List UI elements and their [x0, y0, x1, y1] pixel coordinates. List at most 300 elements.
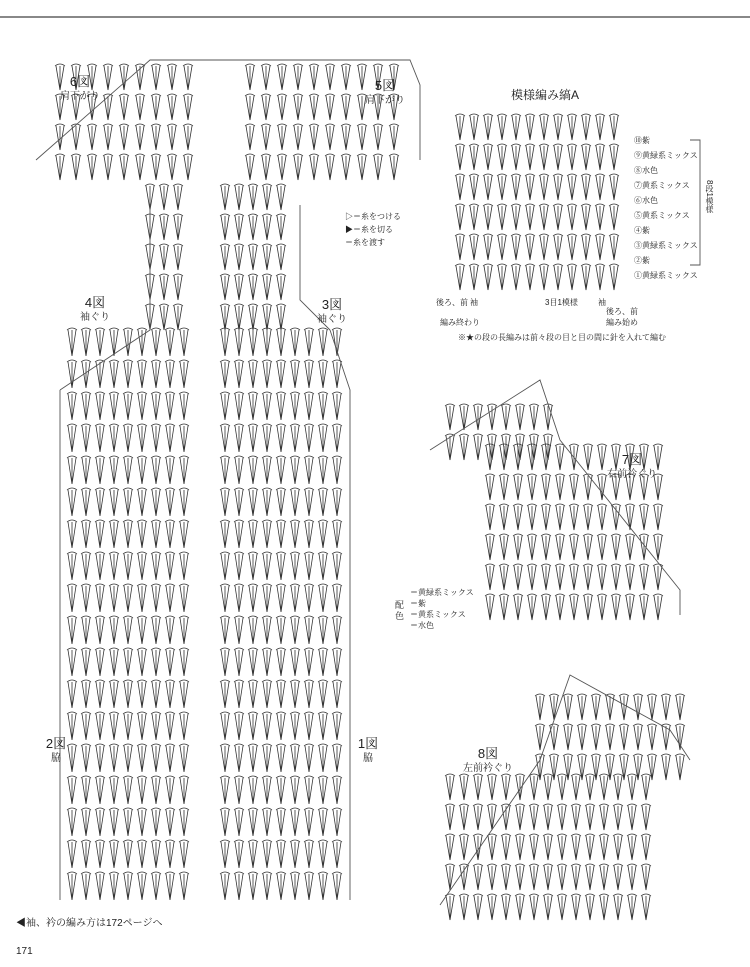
stitch-mark [567, 114, 577, 140]
stitch-mark [220, 680, 230, 708]
stitch-mark [653, 504, 663, 530]
stitch-mark [459, 834, 469, 860]
stitch-mark [165, 840, 175, 868]
stitch-mark [277, 64, 287, 90]
stitch-mark [485, 534, 495, 560]
stitch-mark [234, 840, 244, 868]
color-key-item: ＝紫 [410, 599, 426, 608]
stitch-mark [290, 552, 300, 580]
stitch-mark [515, 834, 525, 860]
stitch-mark [469, 234, 479, 260]
stitch-mark [151, 808, 161, 836]
stitch-mark [81, 616, 91, 644]
stitch-mark [455, 204, 465, 230]
stitch-mark [455, 234, 465, 260]
stitch-mark [290, 744, 300, 772]
stitch-mark [151, 488, 161, 516]
stitch-mark [627, 804, 637, 830]
stitch-mark [455, 114, 465, 140]
stitch-mark [109, 680, 119, 708]
stitch-mark [290, 712, 300, 740]
stitch-mark [611, 534, 621, 560]
stitch-mark [290, 520, 300, 548]
stitch-mark [539, 264, 549, 290]
stitch-mark [135, 154, 145, 180]
stitch-mark [165, 616, 175, 644]
stitch-mark [318, 424, 328, 452]
stitch-mark [304, 808, 314, 836]
stitch-mark [581, 174, 591, 200]
stitch-mark [276, 456, 286, 484]
fig8-caption: 左前衿ぐり [463, 763, 513, 774]
stitch-mark [262, 304, 272, 330]
stitch-mark [137, 744, 147, 772]
stitch-mark [595, 234, 605, 260]
stitch-mark [95, 392, 105, 420]
stitch-mark [109, 456, 119, 484]
stitch-mark [234, 776, 244, 804]
stitch-mark [487, 774, 497, 800]
stitch-mark [290, 808, 300, 836]
stitch-mark [527, 594, 537, 620]
stitch-mark [137, 360, 147, 388]
stitch-mark [183, 64, 193, 90]
stitch-mark [276, 584, 286, 612]
stitch-mark [290, 584, 300, 612]
stitch-mark [276, 424, 286, 452]
stitch-mark [304, 840, 314, 868]
stitch-mark [276, 840, 286, 868]
fig3-caption: 袖ぐり [317, 314, 347, 325]
stitch-mark [137, 712, 147, 740]
fig1-label [328, 736, 408, 766]
stitch-mark [445, 834, 455, 860]
stitch-mark [611, 504, 621, 530]
stitch-mark [262, 244, 272, 270]
stitch-mark [613, 804, 623, 830]
stitch-mark [67, 456, 77, 484]
stitch-mark [109, 552, 119, 580]
stitch-mark [123, 424, 133, 452]
stitch-mark [179, 328, 189, 356]
stitch-mark [179, 584, 189, 612]
stitch-mark [151, 552, 161, 580]
stitch-mark [293, 154, 303, 180]
stitch-mark [234, 520, 244, 548]
stitch-mark [165, 488, 175, 516]
stitch-mark [262, 616, 272, 644]
stitch-mark [220, 872, 230, 900]
stitch-mark [67, 488, 77, 516]
stitch-mark [234, 392, 244, 420]
fig7-caption: 右前衿ぐり [607, 469, 657, 480]
stitch-mark [234, 872, 244, 900]
stitch-mark [245, 154, 255, 180]
stitch-mark [332, 424, 342, 452]
stitch-mark [539, 204, 549, 230]
stitch-mark [234, 616, 244, 644]
stitch-mark [179, 872, 189, 900]
stitch-mark [245, 64, 255, 90]
stitch-mark [95, 616, 105, 644]
stitch-mark [597, 594, 607, 620]
stitch-mark [261, 64, 271, 90]
stitch-mark [179, 744, 189, 772]
stitch-mark [234, 274, 244, 300]
stitch-mark [262, 328, 272, 356]
stitch-mark [639, 594, 649, 620]
stitch-mark [581, 204, 591, 230]
stitch-mark [445, 894, 455, 920]
stitch-mark [332, 584, 342, 612]
stitch-mark [549, 724, 559, 750]
stitch-mark [455, 174, 465, 200]
stitch-mark [605, 694, 615, 720]
stitch-mark [455, 144, 465, 170]
stitch-mark [557, 774, 567, 800]
fig1-caption: 脇 [363, 753, 373, 764]
stitch-mark [151, 840, 161, 868]
stitch-mark [261, 94, 271, 120]
stitch-mark [641, 864, 651, 890]
stitch-mark [553, 174, 563, 200]
stitch-mark [332, 872, 342, 900]
stitch-mark [109, 744, 119, 772]
stitch-mark [119, 94, 129, 120]
stitch-mark [234, 552, 244, 580]
stitch-mark [497, 204, 507, 230]
stitch-mark [511, 144, 521, 170]
stitch-mark [81, 680, 91, 708]
stitch-mark [609, 264, 619, 290]
stitch-mark [332, 552, 342, 580]
stitch-mark [151, 94, 161, 120]
stitch-mark [309, 94, 319, 120]
color-key-item: ＝水色 [410, 621, 434, 630]
fig6-caption: 肩下がり [60, 91, 100, 102]
stitch-mark [81, 584, 91, 612]
page-number: 171 [16, 946, 33, 957]
pattern-bottom-right2: 後ろ、前 [606, 307, 638, 316]
stitch-mark [67, 840, 77, 868]
stitch-mark [123, 776, 133, 804]
stitch-mark [151, 648, 161, 676]
repeat-label: 8段1模様 [705, 180, 714, 213]
stitch-mark [165, 584, 175, 612]
stitch-mark [318, 328, 328, 356]
stitch-mark [541, 534, 551, 560]
stitch-mark [123, 808, 133, 836]
stitch-mark [67, 648, 77, 676]
stitch-mark [515, 404, 525, 430]
stitch-mark [262, 648, 272, 676]
stitch-mark [653, 594, 663, 620]
stitch-mark [641, 774, 651, 800]
stitch-mark [515, 864, 525, 890]
stitch-mark [276, 712, 286, 740]
stitch-mark [262, 744, 272, 772]
stitch-mark [497, 144, 507, 170]
stitch-mark [151, 360, 161, 388]
stitch-mark [248, 840, 258, 868]
stitch-mark [497, 114, 507, 140]
stitch-mark [220, 304, 230, 330]
stitch-mark [179, 616, 189, 644]
stitch-mark [220, 360, 230, 388]
stitch-mark [123, 872, 133, 900]
stitch-mark [304, 680, 314, 708]
stitch-mark [595, 144, 605, 170]
stitch-mark [290, 616, 300, 644]
stitch-mark [513, 474, 523, 500]
stitch-mark [318, 872, 328, 900]
stitch-mark [513, 534, 523, 560]
stitch-mark [165, 648, 175, 676]
stitch-mark [290, 648, 300, 676]
stitch-mark [95, 648, 105, 676]
stitch-mark [81, 328, 91, 356]
stitch-mark [445, 774, 455, 800]
stitch-mark [173, 184, 183, 210]
stitch-mark [159, 184, 169, 210]
stitch-mark [95, 552, 105, 580]
stitch-mark [71, 154, 81, 180]
stitch-mark [262, 584, 272, 612]
stitch-mark [567, 174, 577, 200]
stitch-mark [332, 360, 342, 388]
stitch-mark [459, 864, 469, 890]
stitch-mark [234, 648, 244, 676]
stitch-mark [639, 564, 649, 590]
stitch-mark [123, 712, 133, 740]
stitch-mark [661, 694, 671, 720]
stitch-mark [469, 114, 479, 140]
stitch-mark [248, 392, 258, 420]
stitch-mark [234, 244, 244, 270]
stitch-mark [483, 264, 493, 290]
stitch-mark [262, 872, 272, 900]
stitch-mark [318, 648, 328, 676]
stitch-mark [137, 616, 147, 644]
stitch-mark [473, 774, 483, 800]
stitch-mark [95, 680, 105, 708]
stitch-mark [304, 776, 314, 804]
stitch-mark [511, 204, 521, 230]
stitch-mark [276, 520, 286, 548]
stitch-mark [525, 144, 535, 170]
stitch-mark [499, 594, 509, 620]
stitch-mark [527, 534, 537, 560]
stitch-mark [535, 694, 545, 720]
stitch-mark [276, 552, 286, 580]
stitch-mark [151, 328, 161, 356]
stitch-mark [483, 204, 493, 230]
stitch-mark [555, 534, 565, 560]
stitch-mark [234, 456, 244, 484]
stitch-mark [109, 808, 119, 836]
stitch-mark [137, 584, 147, 612]
stitch-mark [459, 894, 469, 920]
stitch-mark [95, 424, 105, 452]
stitch-mark [525, 174, 535, 200]
fig4-caption: 袖ぐり [80, 312, 110, 323]
stitch-mark [262, 392, 272, 420]
stitch-mark [485, 564, 495, 590]
stitch-mark [499, 564, 509, 590]
stitch-mark [276, 244, 286, 270]
stitch-mark [137, 456, 147, 484]
stitch-mark [234, 744, 244, 772]
stitch-mark [325, 94, 335, 120]
stitch-mark [261, 154, 271, 180]
pattern-finish: 編み終わり [440, 318, 480, 327]
color-key-item: ＝黄系ミックス [410, 610, 466, 619]
stitch-mark [304, 520, 314, 548]
stitch-mark [95, 456, 105, 484]
stitch-mark [276, 360, 286, 388]
stitch-mark [473, 864, 483, 890]
stitch-mark [95, 808, 105, 836]
stitch-mark [262, 520, 272, 548]
stitch-mark [179, 520, 189, 548]
stitch-mark [543, 404, 553, 430]
stitch-mark [137, 488, 147, 516]
stitch-mark [81, 360, 91, 388]
stitch-mark [173, 214, 183, 240]
stitch-mark [553, 234, 563, 260]
stitch-mark [220, 392, 230, 420]
stitch-mark [515, 804, 525, 830]
stitch-mark [109, 712, 119, 740]
stitch-mark [357, 154, 367, 180]
stitch-mark [290, 872, 300, 900]
fig6-number: 6図 [69, 74, 91, 89]
stitch-mark [485, 474, 495, 500]
stitch-mark [549, 694, 559, 720]
stitch-mark [473, 804, 483, 830]
stitch-mark [290, 424, 300, 452]
stitch-mark [262, 456, 272, 484]
stitch-mark [304, 328, 314, 356]
stitch-mark [332, 392, 342, 420]
stitch-mark [109, 424, 119, 452]
stitch-mark [318, 456, 328, 484]
stitch-mark [220, 214, 230, 240]
stitch-mark [290, 360, 300, 388]
stitch-mark [647, 694, 657, 720]
stitch-mark [135, 64, 145, 90]
stitch-mark [81, 392, 91, 420]
stitch-mark [95, 712, 105, 740]
stitch-mark [151, 584, 161, 612]
stitch-mark [234, 360, 244, 388]
stitch-mark [173, 304, 183, 330]
stitch-mark [165, 392, 175, 420]
stitch-mark [571, 834, 581, 860]
stitch-mark [373, 124, 383, 150]
stitch-mark [619, 724, 629, 750]
stitch-mark [625, 594, 635, 620]
stitch-mark [469, 174, 479, 200]
stitch-mark [290, 456, 300, 484]
stitch-mark [123, 552, 133, 580]
stitch-mark [179, 840, 189, 868]
stitch-mark [653, 564, 663, 590]
fig8-number: 8図 [477, 746, 499, 761]
stitch-mark [248, 552, 258, 580]
fig6-label [40, 74, 120, 104]
stitch-mark [633, 724, 643, 750]
stitch-mark [325, 154, 335, 180]
stitch-mark [304, 488, 314, 516]
stitch-mark [304, 712, 314, 740]
stitch-mark [234, 488, 244, 516]
stitch-mark [525, 114, 535, 140]
stitch-mark [151, 712, 161, 740]
stitch-mark [529, 894, 539, 920]
stitch-mark [234, 214, 244, 240]
stitch-mark [539, 114, 549, 140]
stitch-mark [609, 114, 619, 140]
stitch-mark [137, 552, 147, 580]
stitch-mark [151, 520, 161, 548]
stitch-mark [220, 648, 230, 676]
stitch-mark [332, 840, 342, 868]
stitch-mark [234, 304, 244, 330]
stitch-mark [165, 552, 175, 580]
stitch-mark [569, 564, 579, 590]
stitch-mark [529, 404, 539, 430]
stitch-mark [220, 552, 230, 580]
stitch-mark [234, 184, 244, 210]
stitch-mark [67, 680, 77, 708]
stitch-mark [535, 724, 545, 750]
stitch-mark [625, 534, 635, 560]
stitch-mark [262, 808, 272, 836]
stitch-mark [627, 774, 637, 800]
stitch-mark [599, 864, 609, 890]
stitch-mark [151, 392, 161, 420]
stitch-mark [341, 154, 351, 180]
stitch-mark [304, 616, 314, 644]
stitch-mark [179, 392, 189, 420]
stitch-mark [318, 392, 328, 420]
stitch-mark [290, 392, 300, 420]
stitch-mark [248, 648, 258, 676]
pattern-bottom-left2: 袖 [470, 298, 478, 307]
stitch-mark [499, 504, 509, 530]
stitch-mark [109, 648, 119, 676]
stitch-mark [135, 124, 145, 150]
stitch-mark [95, 328, 105, 356]
stitch-mark [290, 488, 300, 516]
stitch-mark [543, 774, 553, 800]
stitch-mark [304, 360, 314, 388]
stitch-mark [55, 124, 65, 150]
stitch-mark [119, 124, 129, 150]
stitch-mark [248, 744, 258, 772]
stitch-mark [527, 504, 537, 530]
stitch-mark [276, 808, 286, 836]
stitch-mark [220, 328, 230, 356]
stitch-mark [501, 894, 511, 920]
stitch-mark [599, 834, 609, 860]
stitch-mark [611, 594, 621, 620]
stitch-mark [151, 872, 161, 900]
stitch-mark [497, 234, 507, 260]
stitch-mark [473, 894, 483, 920]
stitch-mark [87, 154, 97, 180]
